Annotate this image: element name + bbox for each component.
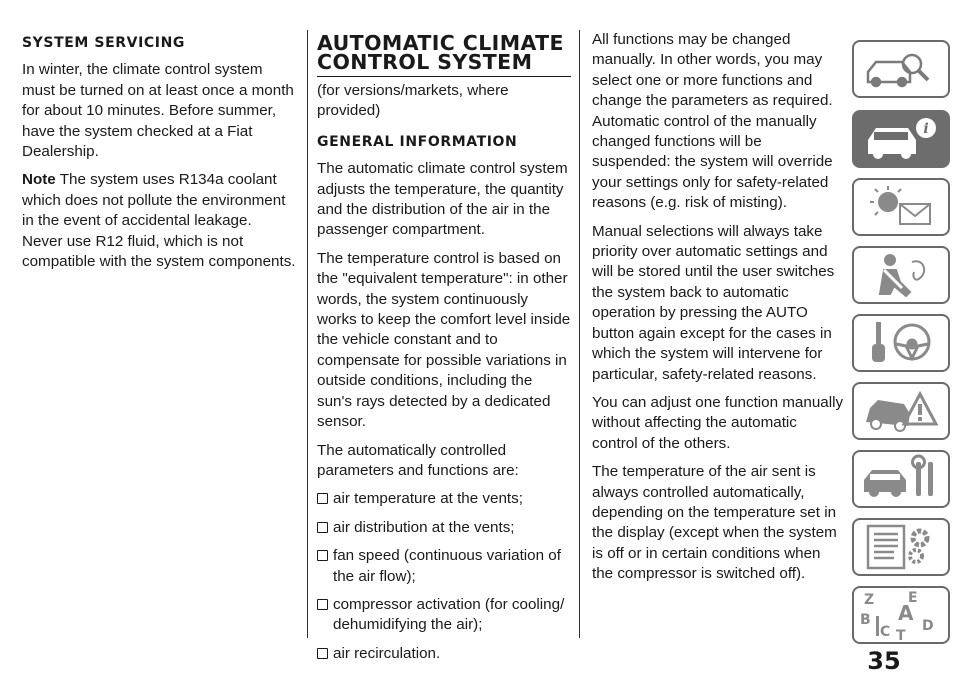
warning-lights-icon xyxy=(854,180,948,234)
column-divider xyxy=(307,30,308,638)
column-manual-functions xyxy=(592,30,844,593)
alphabetical-index-icon xyxy=(854,588,948,642)
list-item: air recirculation. xyxy=(317,644,571,664)
paragraph: You can adjust one function manually without affecting the automatic control of the others. xyxy=(592,393,844,452)
paragraph: Manual selections will always take priority over automatic settings and will be stored until the user switches the system back to automatic operation by pressing the AUTO button again except for the cases in which the system will intervene for particular, safety-related reasons. xyxy=(592,222,835,383)
section-title-automatic-climate-control: AUTOMATIC CLIMATE CONTROL SYSTEM xyxy=(317,34,571,77)
paragraph: The temperature of the air sent is always controlled automatically, depending on the temperature set in the display (except when the system is off or in certain conditions when the compressor is switched off). xyxy=(592,463,837,583)
tab-emergency[interactable] xyxy=(852,382,950,440)
paragraph: The automatically controlled parameters and functions are: xyxy=(317,441,519,479)
car-maintenance-icon xyxy=(854,452,948,506)
page-number: 35 xyxy=(867,647,901,675)
key-steering-icon xyxy=(854,316,948,370)
section-subtitle: (for versions/markets, where provided) xyxy=(317,82,509,120)
tab-starting-driving[interactable] xyxy=(852,314,950,372)
svg-text:i: i xyxy=(923,121,929,137)
list-item: air temperature at the vents; xyxy=(317,489,571,509)
index-letter: D xyxy=(922,618,934,634)
list-item: fan speed (continuous variation of the air flow); xyxy=(317,546,571,587)
seatbelt-safety-icon xyxy=(854,248,948,302)
list-item: compressor activation (for cooling/ dehumidifying the air); xyxy=(317,595,571,636)
tab-index[interactable] xyxy=(852,586,950,644)
paragraph: All functions may be changed manually. In other words, you may select one or more functions and change the parameters as required. Automatic control of the manually changed functions will be suspended: the system will override your settings only for safety-related reasons (e.g. risk of misting). xyxy=(592,31,833,212)
section-heading-system-servicing: SYSTEM SERVICING xyxy=(22,35,185,51)
column-system-servicing xyxy=(22,30,296,280)
car-emergency-icon xyxy=(854,384,948,438)
technical-data-icon xyxy=(854,520,948,574)
note-text: The system uses R134a coolant which does not pollute the environment in the event of accidental leakage. Never use R12 fluid, which is not compatible with the system components. xyxy=(22,171,296,271)
index-letter: B xyxy=(860,612,871,628)
index-letter: T xyxy=(896,628,906,642)
note-paragraph xyxy=(22,170,296,272)
parameters-list xyxy=(317,489,571,664)
paragraph: The temperature control is based on the "equivalent temperature": in other words, the system continuously works to keep the comfort level inside the vehicle constant and to compensate for possible variations in outside conditions, including the sun's rays detected by a dedicated sensor. xyxy=(317,249,571,431)
section-heading-general-information: GENERAL INFORMATION xyxy=(317,133,518,150)
index-letter: Z xyxy=(864,592,875,608)
column-divider xyxy=(579,30,580,638)
tab-car-search[interactable] xyxy=(852,40,950,98)
paragraph: The automatic climate control system adjusts the temperature, the quantity and the distribution of the air in the passenger compartment. xyxy=(317,160,568,239)
index-letter: E xyxy=(908,590,918,606)
tab-car-info[interactable] xyxy=(852,110,950,168)
index-letter: C xyxy=(880,624,891,640)
tab-safety[interactable] xyxy=(852,246,950,304)
car-search-icon xyxy=(854,42,948,96)
tab-warning-lights[interactable] xyxy=(852,178,950,236)
tab-maintenance[interactable] xyxy=(852,450,950,508)
index-letter: A xyxy=(898,601,914,625)
list-item: air distribution at the vents; xyxy=(317,518,571,538)
car-info-icon xyxy=(854,112,948,166)
column-automatic-climate-control xyxy=(317,30,571,672)
note-label: Note xyxy=(22,171,56,189)
tab-technical-data[interactable] xyxy=(852,518,950,576)
paragraph: In winter, the climate control system must be turned on at least once a month for about 10 minutes. Before summer, have the system checked at a Fiat Dealership. xyxy=(22,61,294,161)
